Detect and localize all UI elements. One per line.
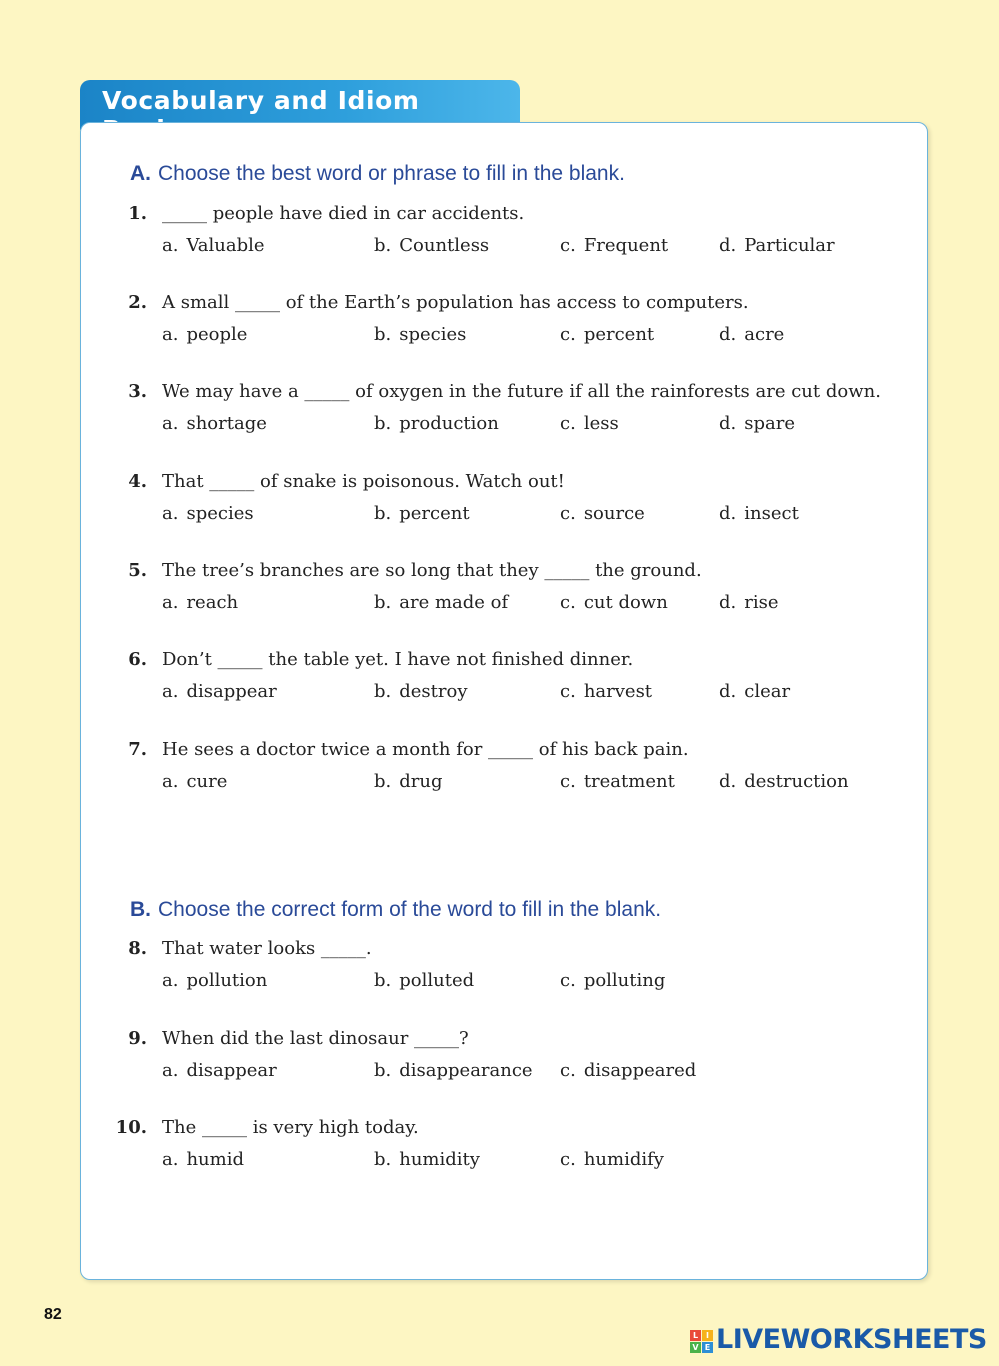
question-1 xyxy=(0,203,999,263)
option-a[interactable]: a. species xyxy=(162,503,254,524)
question-text: The _____ is very high today. xyxy=(162,1117,419,1138)
option-b[interactable]: b. polluted xyxy=(374,970,475,991)
page-number: 82 xyxy=(44,1306,62,1323)
option-c[interactable]: c. treatment xyxy=(560,771,675,792)
question-number: 7. xyxy=(128,739,147,760)
section-b-instruction xyxy=(130,898,661,922)
option-c[interactable]: c. humidify xyxy=(560,1149,664,1170)
instruction-text: Choose the best word or phrase to fill in the blank. xyxy=(158,162,625,185)
question-number: 6. xyxy=(128,649,147,670)
option-a[interactable]: a. disappear xyxy=(162,681,277,702)
question-number: 5. xyxy=(128,560,147,581)
logo-text: LIVEWORKSHEETS xyxy=(716,1324,987,1355)
option-d[interactable]: d. spare xyxy=(719,413,795,434)
option-a[interactable]: a. cure xyxy=(162,771,228,792)
question-text: He sees a doctor twice a month for _____ of his back pain. xyxy=(162,739,689,760)
logo-grid-icon: L I V E xyxy=(690,1330,714,1354)
question-number: 10. xyxy=(115,1117,147,1138)
option-b[interactable]: b. Countless xyxy=(374,235,490,256)
question-text: _____ people have died in car accidents. xyxy=(162,203,525,224)
option-a[interactable]: a. humid xyxy=(162,1149,244,1170)
question-text: A small _____ of the Earth’s population has access to computers. xyxy=(162,292,749,313)
question-text: We may have a _____ of oxygen in the future if all the rainforests are cut down. xyxy=(162,381,881,402)
option-d[interactable]: d. insect xyxy=(719,503,799,524)
question-7 xyxy=(0,739,999,799)
question-4 xyxy=(0,471,999,531)
option-c[interactable]: c. Frequent xyxy=(560,235,669,256)
question-text: That _____ of snake is poisonous. Watch out! xyxy=(162,471,565,492)
option-b[interactable]: b. species xyxy=(374,324,467,345)
option-b[interactable]: b. percent xyxy=(374,503,470,524)
option-d[interactable]: d. acre xyxy=(719,324,785,345)
option-d[interactable]: d. clear xyxy=(719,681,791,702)
option-a[interactable]: a. shortage xyxy=(162,413,267,434)
option-b[interactable]: b. humidity xyxy=(374,1149,480,1170)
option-b[interactable]: b. are made of xyxy=(374,592,509,613)
option-a[interactable]: a. people xyxy=(162,324,248,345)
option-a[interactable]: a. disappear xyxy=(162,1060,277,1081)
question-8 xyxy=(0,938,999,998)
option-d[interactable]: d. Particular xyxy=(719,235,835,256)
option-b[interactable]: b. disappearance xyxy=(374,1060,533,1081)
question-number: 2. xyxy=(128,292,147,313)
question-2 xyxy=(0,292,999,352)
option-c[interactable]: c. disappeared xyxy=(560,1060,697,1081)
option-d[interactable]: d. rise xyxy=(719,592,779,613)
option-a[interactable]: a. reach xyxy=(162,592,239,613)
section-letter: B. xyxy=(130,898,151,921)
question-number: 1. xyxy=(128,203,147,224)
question-9 xyxy=(0,1028,999,1088)
option-c[interactable]: c. percent xyxy=(560,324,655,345)
option-b[interactable]: b. production xyxy=(374,413,499,434)
page-title: Vocabulary and Idiom xyxy=(102,86,420,115)
question-text: The tree’s branches are so long that they _____ the ground. xyxy=(162,560,702,581)
question-6 xyxy=(0,649,999,709)
section-letter: A. xyxy=(130,162,151,185)
option-c[interactable]: c. less xyxy=(560,413,619,434)
question-10 xyxy=(0,1117,999,1177)
option-c[interactable]: c. polluting xyxy=(560,970,666,991)
question-number: 3. xyxy=(128,381,147,402)
option-a[interactable]: a. Valuable xyxy=(162,235,265,256)
question-number: 4. xyxy=(128,471,147,492)
question-3 xyxy=(0,381,999,441)
question-text: That water looks _____. xyxy=(162,938,372,959)
option-c[interactable]: c. source xyxy=(560,503,645,524)
section-a-instruction xyxy=(130,162,625,186)
question-text: Don’t _____ the table yet. I have not finished dinner. xyxy=(162,649,634,670)
option-c[interactable]: c. cut down xyxy=(560,592,668,613)
question-5 xyxy=(0,560,999,620)
question-text: When did the last dinosaur _____? xyxy=(162,1028,469,1049)
option-b[interactable]: b. destroy xyxy=(374,681,468,702)
question-number: 8. xyxy=(128,938,147,959)
question-number: 9. xyxy=(128,1028,147,1049)
option-c[interactable]: c. harvest xyxy=(560,681,653,702)
option-a[interactable]: a. pollution xyxy=(162,970,268,991)
option-d[interactable]: d. destruction xyxy=(719,771,849,792)
option-b[interactable]: b. drug xyxy=(374,771,443,792)
instruction-text: Choose the correct form of the word to fill in the blank. xyxy=(158,898,662,921)
